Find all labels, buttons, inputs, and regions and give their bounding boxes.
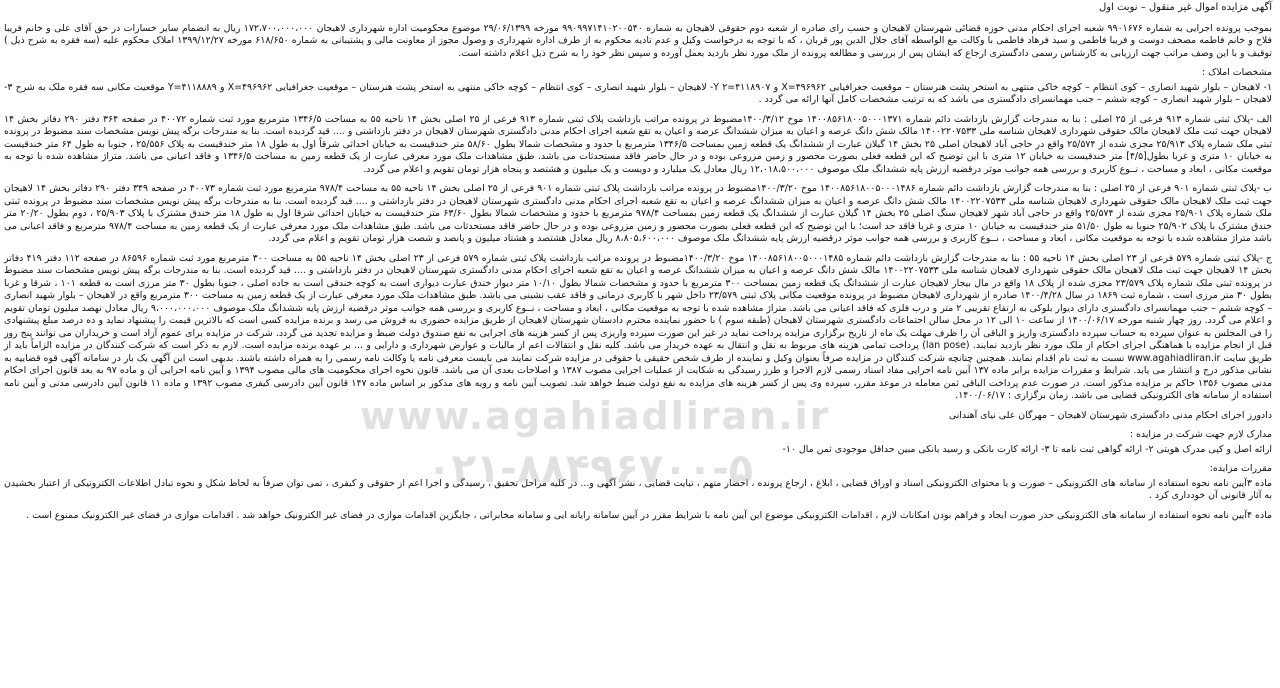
auction-notice-document (4, 2, 1272, 686)
notice-title: آگهی مزایده اموال غیر منقول – نوبت اول (1098, 2, 1272, 13)
signature-line: دادورز اجرای احکام مدنی دادگستری شهرستان لاهیجان – مهرگان علی نیای آهندانی (948, 409, 1272, 421)
item-b-paragraph: ب -پلاک ثبتی شماره ۹۰۱ فرعی از ۲۵ اصلی : بنا به مندرجات گزارش بازداشت دائم شماره ۱۴۰۰۸۵۶۱۸۰۰۵۰۰۰۱۴۸۶ موخ ۱۴۰۰/۳/۲۰مضبوط در پرونده مراتب بازداشت پلاک ثبتی شماره ۹۰۱ فرعی از ۲۵ اصلی بخش ۱۴ ناحیه ۵۵ به مساحت ۹۷۸/۴ مترمربع مورد ثبت شماره ۴۰۰۷۳ در صفحه ۳۴۹ دفتر ۲۹۰ دفاتر بخش ۱۴ لاهیجان جهت ثبت ملک لاهیجان مالک حقوقی شهرداری لاهیجان شناسه ملی ۱۴۰۰۲۲۰۷۵۳۳ مالک شش دانگ عرصه و اعیان به میزان ششدانگ عرصه و اعیان به تقع شعبه اجرای احکام مدنی دادگستری شهرستان لاهیجان در دفتر بازداشتی و .... قید گردیده است. بنا به مندرجات برگه پیش نویس مشخصات سند مضبوط در پرونده ثبتی ملک شماره پلاک ۲۵/۹۰۱ مجزی شده از ۲۵/۵۷۴ واقع در حاجی آباد شهر لاهیجان سنگ اصلی ۲۵ بخش ۱۴ گیلان عبارت از ششدانگ یک قطعه زمین بمساحت ۹۷۸/۴ مترمربع با حدود و مشخصات شمالا بطول ۶۳/۶۰ متر خندقیست به خیابان احداثی شرقا اول به طول ۱۸ متر خندق مشترک با پلاک ۲۵/۹۰۳ ، دوم بطول ۲۰/۲۰ متر خندق مشترک با پلاک ۲۵/۹۰۲ جنوبا به طول ۵۱/۵۰ متر خندقیست به خیابان ۱۰ متری و غربا فاقد حد است؛ با این توضیح که این قطعه فعلی بصورت محصور و زمین مزروعی بوده و در حال حاضر فاقد مستحدثات می باشد. طبق مشاهدات ملک مورد معرفی عبارت از یک قطعه زمین به مساحت ۹۷۸/۴ مترمربع و فاقد اعیانی می باشد متراژ مشاهده شده با توجه به موقعیت مکانی ، ابعاد و مساحت ، نــوع کاربری و بررسی همه جوانب موثر درقضیه ارزش پایه ششدانگ ملک موصوف ۸،۸۰۵،۶۰۰،۰۰۰ ریال معادل هشتصد و هشتاد میلیون و پانصد و شصت هزار تومان تقویم و اعلام می گردد. (4, 183, 1273, 244)
docs-list: ارائه اصل و کپی مدرک هویتی ۲- ارائه گواهی ثبت نامه تا ۳- ارائه کارت بانکی و رسید بانکی مبین حداقل موجودی ثمن مال ۱۰- (782, 443, 1272, 455)
watermark-phone: ۰۲۱-۸۸۴۹۶۷۰۰-۵ (426, 446, 754, 492)
item-c-paragraph: ج -پلاک ثبتی شماره ۵۷۹ فرعی از ۲۳ اصلی بخش ۱۴ ناحیه ۵۵ : بنا به مندرجات گزارش بازداشت دائم شماره ۱۴۰۰۸۵۶۱۸۰۰۵۰۰۰۱۴۸۵ موخ ۱۴۰۰/۳/۲۰مضبوط در پرونده مراتب بازداشت پلاک ثبتی شماره ۵۷۹ فرعی از ۲۳ اصلی بخش ۱۴ ناحیه ۵۵ به مساحت ۳۰۰ مترمربع مورد ثبت شماره ۸۶۵۹۶ در صفحه ۱۱۲ دفتر ۴۱۹ دفاتر بخش ۱۴ لاهیجان جهت ثبت ملک لاهیجان مالک حقوقی شهرداری لاهیجان شناسه ملی ۱۴۰۰۲۲۰۷۵۳۳ مالک شش دانگ عرصه و اعیان به میزان ششدانگ عرصه و اعیان به تقع شعبه اجرای احکام مدنی دادگستری شهرستان لاهیجان در دفتر بازداشتی و .... قید گردیده است. بنا به مندرجات برگه پیش نویس مشخصات سند مضبوط در پرونده ثبتی ملک شماره پلاک ۲۳/۵۷۹ مجزی شده از پلاک ۱۸ واقع در مال بیجار لاهیجان عبارت از ششدانگ یک قطعه زمین بمساحت ۳۰۰ مترمربع با حدود و مشخصات شمالا بطول ۱۰/۱۰ متر دیوار خندق عبارت دیواری است به کوچه خندقی است به جاده اصلی ، جنوبا بطول ۳۰ متر مرزی است به قطعه ۱۰۱ ، شرقا و غربا بطول ۳۰ متر مرزی است ، شماره ثبت ۱۸۶۹ در سال ۱۴۰۰/۴/۲۸ صادره از شهرداری لاهیجان مضبوط در پرونده موقعیت مکانی پلاک ثبتی ۲۳/۵۷۹ داخل شهر با کاربری درمانی و فاقد عقب نشینی می باشد. طبق مشاهدات ملک مورد معرفی عبارت از یک قطعه زمین به مساحت ۳۰۰ مترمربع واقع در لاهیجان – بلوار شهید انصاری – کوچه ششم – جنب مهمانسرای دادگستری دارای دیوار بلوکی به ارتفاع تقریبی ۲ متر و درب فلزی که فاقد اعیانی می باشد. متراژ مشاهده شده با توجه به موقعیت مکانی ، ابعاد و مساحت ، نــوع کاربری و بررسی همه جوانب موثر درقضیه ارزش پایه ششدانگ ملک موصوف ۹،۰۰۰،۰۰۰،۰۰۰ ریال معادل نهصد میلیون تومان تقویم و اعلام می گردد. روز چهار شنبه مورخه ۱۴۰۰/۰۶/۱۷ از ساعت ۱۰ الی ۱۲ در محل سالن اجتماعات دادگستری شهرستان لاهیجان (طبقه سوم ) با حضور نماینده محترم دادستان شهرستان لاهیجان از طریق مزایده حضوری به فروش می رسد و برنده مزایده کسی است که بالاترین قیمت را پیشنهاد نماید و ده درصد مبلغ پیشنهادی را فی المجلس به عنوان سپرده به حساب سپرده دادگستری واریز و الباقی آن را ظرف مهلت یک ماه از تاریخ برگزاری مزایده پرداخت نماید در غیر این صورت سپرده واریزی پس از کسر هزینه های اجرایی به نفع صندوق دولت ضبط و مزایده تجدید می گردد. شرکت در مزایده برای عموم آزاد است و خریداران می توانند پنج روز قبل از انجام مزایده با هماهنگی اجرای احکام از ملک مورد نظر بازدید نمایند. (lan pose) پرداخت تمامی هزینه های مربوط به نقل و انتقال به عهده خریدار می باشد. کلیه نقل و انتقالات اعم از مالیات و عوارض شهرداری و دارایی و ... بر عهده برنده مزایده است. لازم به ذکر است که شرکت کنندگان در مزایده الزاماً باید از طریق سایت www.agahiadliran.ir نسبت به ثبت نام اقدام نمایند. همچنین چنانچه شرکت کنندگان در مزایده صرفاً بعنوان وکیل و نماینده از طرف شخص حقیقی یا حقوقی در مزایده شرکت نمایند می بایست معرفی نامه یا وکالت نامه رسمی را به همراه داشته باشند. بدیهی است این آگهی یک بار در سامانه آگهی قوه قضاییه به نشانی مذکور درج و انتشار می یابد. شرایط و مقررات مزایده برابر ماده ۱۳۷ آیین نامه اجرایی مفاد اسناد رسمی لازم الاجرا و طرز رسیدگی به شکایت از عملیات اجرایی مصوب ۱۳۸۷ و اصلاحات بعدی آن می باشد. قانون نحوه اجرای محکومیت های مالی مصوب ۱۳۹۴ و آیین نامه اجرایی آن و ماده ۹۷ به بعد قانون اجرای احکام مدنی مصوب ۱۳۵۶ حاکم بر مزایده مذکور است. در صورت عدم پرداخت الباقی ثمن معامله در موعد مقرر، سپرده وی پس از کسر هزینه های مزایده به نفع دولت ضبط خواهد شد. تصویب آیین نامه و رویه های مذکور بر اساس ماده ۱۴۷ قانون آیین دادرسی کیفری مصوب ۱۳۹۲ و ماده ۱۱ قانون آیین دادرسی مدنی و آیین نامه استفاده از سامانه های الکترونیکی قضایی می باشد. زمان برگزاری : ۱۴۰۰/۰۶/۱۷. (4, 252, 1273, 401)
intro-paragraph: بموجب پرونده اجرایی به شماره ۹۹۰۱۶۷۶ شعبه اجرای احکام مدنی حوزه قضائی شهرستان لاهیجان و حسب رای صادره از شعبه دوم حقوقی لاهیجان به شماره ۹۹۰۹۹۷۱۴۱۰۲۰۰۵۴۰ مورخه ۲۹/۰۶/۱۳۹۹ موضوع محکومیت اداره شهرداری لاهیجان ۱۷۲،۷۰۰،۰۰۰،۰۰۰ ریال به انضمام سایر خسارات در حق آقای علی و خانم فریبا فلاح و خانم فاطمه مصحف دوست و فریبا فاطمی و سید فرهاد فاطمی با وکالت مع الواسطه آقای جلال الدین پور قربان ، که با توجه به درخواست وکیل و عدم تادیه محکوم به از طرف اداره شهرداری و وصول مجوز از معاونت مالی و پشتیبانی به شماره ۶۱۸/۶۵۰ مورخه ۱۳۹۹/۱۲/۲۷ املاک محکوم علیه (سه فقره به شرح ذیل ) توقیف و با این وصف مراتب جهت ارزیابی به کارشناس رسمی دادگستری ارجاع که ایشان پس از بررسی و مطالعه پرونده از ملک مورد نظر بازدید بعمل آورده و سپس نظر خود را به شرح ذیل اعلام داشته است. (4, 22, 1272, 59)
item-a-paragraph: الف -پلاک ثبتی شماره ۹۱۳ فرعی از ۲۵ اصلی : بنا به مندرجات گزارش بازداشت دائم شماره ۱۴۰۰۸۵۶۱۸۰۰۵۰۰۰۱۳۷۱ موخ ۱۴۰۰/۳/۱۲مضبوط در پرونده مراتب بازداشت پلاک ثبتی شماره ۹۱۳ فرعی از ۲۵ اصلی بخش ۱۴ ناحیه ۵۵ به مساحت ۱۳۴۶/۵ مترمربع مورد ثبت شماره ۴۰۰۷۲ در صفحه ۳۶۴ دفتر ۲۹۰ دفاتر بخش ۱۴ لاهیجان جهت ثبت ملک لاهیجان مالک حقوقی شهرداری لاهیجان شناسه ملی ۱۴۰۰۲۲۰۷۵۳۳ مالک شش دانگ عرصه و اعیان به میزان ششدانگ عرصه و اعیان به تقع شعبه اجرای احکام مدنی دادگستری شهرستان لاهیجان در دفتر بازداشتی و .... قید گردیده است. بنا به مندرجات برگه پیش نویس مشخصات سند مضبوط در پرونده ثبتی ملک شماره پلاک ۲۵/۹۱۳ مجزی شده از ۲۵/۵۷۴ واقع در حاجی آباد لاهیجان اصلی ۲۵ بخش ۱۴ گیلان عبارت از ششدانگ یک قطعه زمین بمساحت ۱۳۴۶/۵ مترمربع با حدود و مشخصات شمالا بطول ۵۸/۶۰ متر خندقیست به خیابان احداثی شرقاً اول به طول ۱۸ متر خندقیست به پلاک ۲۵/۵۵۶ ، جنوبا به طول ۶۴ متر خندقیست به خیابان ۱۰ متری و غربا بطول[۴/۵] متر خندقیست به خیابان ۱۲ متری با این توضیح که این قطعه فعلی بصورت محصور و زمین مزروعی بوده و در حال حاضر فاقد مستحدثات می باشد. طبق مشاهدات ملک مورد معرفی عبارت از یک قطعه زمین به مساحت ۱۳۴۶/۵ و فاقد اعیانی می باشد. متراژ مشاهده شده با توجه به موقعیت مکانی ، ابعاد و مساحت ، نــوع کاربری و بررسی همه جوانب موثر درقضیه ارزش پایه ششدانگ ملک موصوف ۱۲،۰۱۸،۵۰۰،۰۰۰ ریال معادل یک میلیارد و دویست و یک میلیون و هشتصد و پنجاه هزار تومان تقویم و اعلام می گردد. (4, 113, 1272, 175)
specs-heading: مشخصات املاک : (1202, 67, 1272, 78)
rule-3-paragraph: ماده ۳آیین نامه نحوه استفاده از سامانه های الکترونیکی – صورت و یا محتوای الکترونیکی اسناد و اوراق قضایی ، ابلاغ ، ارجاع پرونده ، احضار متهم ، تبایت قضایی ، نشر آگهی و... در کلیه مراحل تحقیق ، رسیدگی و اجرا اعم از حقوقی و کیفری ، تمی توان صرفاً به لحاظ شکل و نحوه تبادل اطلاعات الکترونیکی از اعتبار بخشیدن به آثار قانونی آن خودداری کرد . (4, 477, 1273, 501)
rules-heading: مقررات مزایده: (1209, 463, 1272, 474)
specs-paragraph: ۱- لاهیجان – بلوار شهید انصاری – کوی انتظام – کوچه خاکی منتهی به استخر پشت هنرستان – موقعیت جغرافیایی ۴۹۶۹۶۲=X و ۴۱۱۸۹۰۷=Y ۲- لاهیجان – بلوار شهید انصاری – کوی انتظام – کوچه خاکی منتهی به استخر پشت هنرستان – موقعیت جغرافیایی ۴۹۶۹۶۲=X و ۴۱۱۸۸۸۹=Y موقعیت مکانی سه فقره ملک به شرح ۳- لاهیجان – بلوار شهید انصاری – کوچه ششم – جنب مهمانسرای دادگستری می باشد که به ترتیب مشخصات کامل آنها ارائه می گردد . (4, 81, 1272, 105)
rule-4-paragraph: ماده ۴آیین نامه نحوه استفاده از سامانه های الکترونیکی حذر صورت ایجاد و فراهم بودن امکانات لازم ، اقدامات الکترونیکی موضوع این آیین نامه با شرایط مقرر در آیین سامانه رایانه ایی و سامانه مخابراتی ، جایگزین اقدامات موازی در فضای غیر الکترونیک خواهد شد . اقدامات موازی در فضای غیر الکترونیک ممنوع است . (26, 509, 1272, 521)
docs-heading: مدارک لازم جهت شرکت در مزایده : (1129, 429, 1272, 440)
watermark-site: www.agahiadliran.ir (360, 394, 831, 438)
